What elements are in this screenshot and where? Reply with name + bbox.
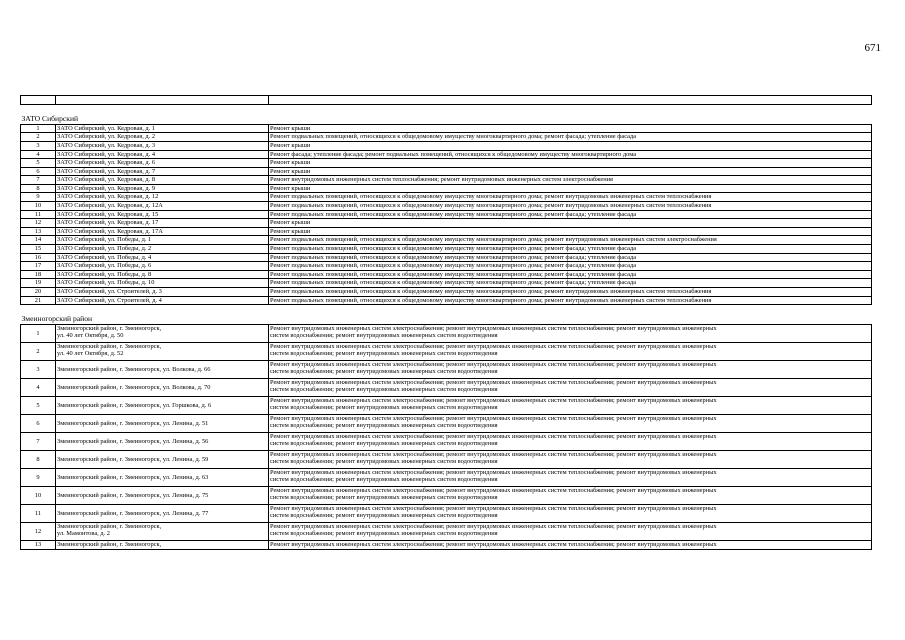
row-work: Ремонт крыши (269, 167, 872, 176)
row-address: Змеиногорский район, г. Змеиногорск, ул. Ленина, д. 63 (56, 468, 269, 486)
row-work: Ремонт подвальных помещений, относящихся к общедомовому имуществу многоквартирного дома; ремонт внутридомовых инженерных систем теплоснабжения (269, 202, 872, 211)
row-work (269, 450, 872, 468)
row-number: 10 (21, 486, 56, 504)
row-address: Змеиногорский район, г. Змеиногорск, ул. Горшкова, д. 6 (56, 396, 269, 414)
row-address-line1: Змеиногорский район, г. Змеиногорск, (57, 324, 162, 332)
header-cell-address (56, 96, 269, 105)
table-row (21, 236, 872, 245)
repair-table (20, 95, 872, 550)
row-number: 3 (21, 141, 56, 150)
row-number: 11 (21, 504, 56, 522)
table-row (21, 202, 872, 211)
row-number: 12 (21, 522, 56, 540)
row-address-line2: ул. 40 лет Октября, д. 50 (57, 332, 124, 340)
row-address: ЗАТО Сибирский, ул. Победы, д. 8 (56, 270, 269, 279)
table-row (21, 296, 872, 305)
row-work-line1: Ремонт внутридомовых инженерных систем электроснабжения; ремонт внутридомовых инженерных систем теплоснабжения; ремонт внутридомовых инженерных (270, 468, 717, 476)
row-work (269, 324, 872, 342)
row-number: 13 (21, 227, 56, 236)
row-work-line1: Ремонт внутридомовых инженерных систем электроснабжения; ремонт внутридомовых инженерных систем теплоснабжения; ремонт внутридомовых инженерных (270, 522, 717, 530)
row-work: Ремонт подвальных помещений, относящихся к общедомовому имуществу многоквартирного дома; ремонт фасада; утепление фасада (269, 133, 872, 142)
row-work: Ремонт фасада; утепление фасада; ремонт подвальных помещений, относящихся к общедомовому имуществу многоквартирного дома (269, 150, 872, 159)
row-number: 15 (21, 245, 56, 254)
row-number: 21 (21, 296, 56, 305)
row-number: 3 (21, 360, 56, 378)
row-number: 18 (21, 270, 56, 279)
row-work: Ремонт подвальных помещений, относящихся к общедомовому имуществу многоквартирного дома; ремонт фасада; утепление фасада (269, 245, 872, 254)
row-work-line1: Ремонт внутридомовых инженерных систем электроснабжения; ремонт внутридомовых инженерных систем теплоснабжения; ремонт внутридомовых инженерных (270, 486, 717, 494)
row-number: 7 (21, 176, 56, 185)
row-work: Ремонт подвальных помещений, относящихся к общедомовому имуществу многоквартирного дома; ремонт внутридомовых инженерных систем теплоснабжения (269, 288, 872, 297)
row-address: ЗАТО Сибирский, ул. Победы, д. 2 (56, 245, 269, 254)
row-number: 11 (21, 210, 56, 219)
table-row (21, 253, 872, 262)
table-row (21, 450, 872, 468)
row-address: Змеиногорский район, г. Змеиногорск, ул. Волкова, д. 66 (56, 360, 269, 378)
row-work-line2: систем водоснабжения; ремонт внутридомовых инженерных систем водоотведения (270, 368, 498, 376)
row-address: Змеиногорский район, г. Змеиногорск, ул. Ленина, д. 56 (56, 432, 269, 450)
row-address: ЗАТО Сибирский, ул. Кедровая, д. 8 (56, 176, 269, 185)
row-address: ЗАТО Сибирский, ул. Кедровая, д. 17А (56, 227, 269, 236)
table-row (21, 279, 872, 288)
row-number: 5 (21, 396, 56, 414)
table-row (21, 486, 872, 504)
row-work-line1: Ремонт внутридомовых инженерных систем электроснабжения; ремонт внутридомовых инженерных систем теплоснабжения; ремонт внутридомовых инженерных (270, 450, 717, 458)
row-work: Ремонт подвальных помещений, относящихся к общедомовому имуществу многоквартирного дома; ремонт внутридомовых инженерных систем теплоснабжения (269, 296, 872, 305)
row-work-line1: Ремонт внутридомовых инженерных систем электроснабжения; ремонт внутридомовых инженерных систем теплоснабжения; ремонт внутридомовых инженерных (270, 342, 717, 350)
table-row (21, 124, 872, 133)
row-work (269, 486, 872, 504)
row-address: Змеиногорский район, г. Змеиногорск, (56, 540, 269, 549)
row-work: Ремонт подвальных помещений, относящихся к общедомовому имуществу многоквартирного дома; ремонт внутридомовых инженерных систем теплоснабжения (269, 193, 872, 202)
row-address-line1: Змеиногорский район, г. Змеиногорск, (57, 522, 162, 530)
row-address: ЗАТО Сибирский, ул. Кедровая, д. 2 (56, 133, 269, 142)
table-row (21, 133, 872, 142)
row-number: 20 (21, 288, 56, 297)
table-row (21, 262, 872, 271)
section-header (21, 105, 872, 125)
row-work-line1: Ремонт внутридомовых инженерных систем электроснабжения; ремонт внутридомовых инженерных систем теплоснабжения; ремонт внутридомовых инженерных (270, 360, 717, 368)
row-address: Змеиногорский район, г. Змеиногорск, ул. Ленина, д. 51 (56, 414, 269, 432)
row-number: 5 (21, 159, 56, 168)
row-work: Ремонт подвальных помещений, относящихся к общедомовому имуществу многоквартирного дома; ремонт фасада; утепление фасада (269, 210, 872, 219)
row-work: Ремонт подвальных помещений, относящихся к общедомовому имуществу многоквартирного дома; ремонт внутридомовых инженерных систем электроснабжения (269, 236, 872, 245)
table-row (21, 167, 872, 176)
row-work: Ремонт крыши (269, 141, 872, 150)
row-address: ЗАТО Сибирский, ул. Строителей, д. 4 (56, 296, 269, 305)
row-address: ЗАТО Сибирский, ул. Победы, д. 6 (56, 262, 269, 271)
row-work-line2: систем водоснабжения; ремонт внутридомовых инженерных систем водоотведения (270, 404, 498, 412)
row-address: ЗАТО Сибирский, ул. Кедровая, д. 4 (56, 150, 269, 159)
row-number: 1 (21, 124, 56, 133)
row-work: Ремонт подвальных помещений, относящихся к общедомовому имуществу многоквартирного дома; ремонт фасада; утепление фасада (269, 279, 872, 288)
row-number: 2 (21, 342, 56, 360)
section-header (21, 305, 872, 325)
row-address: ЗАТО Сибирский, ул. Победы, д. 1 (56, 236, 269, 245)
row-work: Ремонт внутридомовых инженерных систем теплоснабжения; ремонт внутридомовых инженерных систем электроснабжения (269, 176, 872, 185)
row-work-line2: систем водоснабжения; ремонт внутридомовых инженерных систем водоотведения (270, 494, 498, 502)
row-work-line2: систем водоснабжения; ремонт внутридомовых инженерных систем водоотведения (270, 476, 498, 484)
table-row (21, 176, 872, 185)
table-row (21, 360, 872, 378)
row-address: ЗАТО Сибирский, ул. Победы, д. 4 (56, 253, 269, 262)
row-address: ЗАТО Сибирский, ул. Строителей, д. 3 (56, 288, 269, 297)
row-number: 2 (21, 133, 56, 142)
row-address (56, 522, 269, 540)
row-work: Ремонт подвальных помещений, относящихся к общедомовому имуществу многоквартирного дома; ремонт фасада; утепление фасада (269, 270, 872, 279)
row-work-line1: Ремонт внутридомовых инженерных систем электроснабжения; ремонт внутридомовых инженерных систем теплоснабжения; ремонт внутридомовых инженерных (270, 396, 717, 404)
row-address-line2: ул. 40 лет Октября, д. 52 (57, 350, 124, 358)
row-address (56, 342, 269, 360)
row-number: 4 (21, 150, 56, 159)
table-row (21, 288, 872, 297)
row-work: Ремонт крыши (269, 124, 872, 133)
row-address: Змеиногорский район, г. Змеиногорск, ул. Ленина, д. 59 (56, 450, 269, 468)
table-row (21, 150, 872, 159)
row-work-line1: Ремонт внутридомовых инженерных систем электроснабжения; ремонт внутридомовых инженерных систем теплоснабжения; ремонт внутридомовых инженерных (270, 504, 717, 512)
row-number: 19 (21, 279, 56, 288)
row-work (269, 414, 872, 432)
table-row (21, 414, 872, 432)
table-row (21, 396, 872, 414)
table-row (21, 504, 872, 522)
row-work-line1: Ремонт внутридомовых инженерных систем электроснабжения; ремонт внутридомовых инженерных систем теплоснабжения; ремонт внутридомовых инженерных (270, 324, 717, 332)
row-work: Ремонт крыши (269, 159, 872, 168)
row-work: Ремонт внутридомовых инженерных систем электроснабжения; ремонт внутридомовых инженерных систем теплоснабжения; ремонт внутридомовых инженерных (269, 540, 872, 549)
table-row (21, 342, 872, 360)
row-work (269, 522, 872, 540)
row-work (269, 504, 872, 522)
header-cell-work (269, 96, 872, 105)
row-work-line2: систем водоснабжения; ремонт внутридомовых инженерных систем водоотведения (270, 440, 498, 448)
row-address: ЗАТО Сибирский, ул. Кедровая, д. 6 (56, 159, 269, 168)
section-title: Змеиногорский район (21, 305, 872, 325)
row-address: ЗАТО Сибирский, ул. Победы, д. 10 (56, 279, 269, 288)
row-work (269, 468, 872, 486)
table-row (21, 432, 872, 450)
row-number: 9 (21, 468, 56, 486)
row-work: Ремонт крыши (269, 184, 872, 193)
row-address-line2: ул. Мамонтова, д. 2 (57, 530, 110, 538)
row-number: 12 (21, 219, 56, 228)
row-number: 6 (21, 414, 56, 432)
row-work (269, 396, 872, 414)
table-row (21, 159, 872, 168)
row-address: Змеиногорский район, г. Змеиногорск, ул. Ленина, д. 75 (56, 486, 269, 504)
page-number: 671 (864, 42, 881, 54)
table-row (21, 378, 872, 396)
row-work-line2: систем водоснабжения; ремонт внутридомовых инженерных систем водоотведения (270, 512, 498, 520)
row-work-line1: Ремонт внутридомовых инженерных систем электроснабжения; ремонт внутридомовых инженерных систем теплоснабжения; ремонт внутридомовых инженерных (270, 432, 717, 440)
row-work-line2: систем водоснабжения; ремонт внутридомовых инженерных систем водоотведения (270, 530, 498, 538)
table-row (21, 193, 872, 202)
row-address: ЗАТО Сибирский, ул. Кедровая, д. 3 (56, 141, 269, 150)
row-number: 9 (21, 193, 56, 202)
row-number: 7 (21, 432, 56, 450)
row-work-line2: систем водоснабжения; ремонт внутридомовых инженерных систем водоотведения (270, 386, 498, 394)
row-address: ЗАТО Сибирский, ул. Кедровая, д. 7 (56, 167, 269, 176)
row-work (269, 378, 872, 396)
row-address: Змеиногорский район, г. Змеиногорск, ул. Ленина, д. 77 (56, 504, 269, 522)
table-row (21, 184, 872, 193)
row-number: 4 (21, 378, 56, 396)
row-number: 6 (21, 167, 56, 176)
table-row (21, 324, 872, 342)
table-row (21, 141, 872, 150)
row-work-line2: систем водоснабжения; ремонт внутридомовых инженерных систем водоотведения (270, 422, 498, 430)
row-address: ЗАТО Сибирский, ул. Кедровая, д. 15 (56, 210, 269, 219)
row-number: 10 (21, 202, 56, 211)
row-address: Змеиногорский район, г. Змеиногорск, ул. Волкова, д. 70 (56, 378, 269, 396)
table-row (21, 227, 872, 236)
row-work: Ремонт подвальных помещений, относящихся к общедомовому имуществу многоквартирного дома; ремонт фасада; утепление фасада (269, 262, 872, 271)
row-address-line1: Змеиногорский район, г. Змеиногорск, (57, 342, 162, 350)
row-number: 8 (21, 450, 56, 468)
table-row (21, 245, 872, 254)
table-row (21, 210, 872, 219)
repair-table-body (21, 96, 872, 550)
row-work (269, 432, 872, 450)
header-cell-number (21, 96, 56, 105)
row-work: Ремонт крыши (269, 227, 872, 236)
row-address: ЗАТО Сибирский, ул. Кедровая, д. 12 (56, 193, 269, 202)
row-work (269, 342, 872, 360)
row-work: Ремонт крыши (269, 219, 872, 228)
row-number: 14 (21, 236, 56, 245)
table-row (21, 522, 872, 540)
row-number: 1 (21, 324, 56, 342)
row-number: 13 (21, 540, 56, 549)
row-address: ЗАТО Сибирский, ул. Кедровая, д. 1 (56, 124, 269, 133)
row-work-line2: систем водоснабжения; ремонт внутридомовых инженерных систем водоотведения (270, 332, 498, 340)
row-work: Ремонт подвальных помещений, относящихся к общедомовому имуществу многоквартирного дома; ремонт фасада; утепление фасада (269, 253, 872, 262)
row-work (269, 360, 872, 378)
table-row (21, 540, 872, 549)
table-row (21, 219, 872, 228)
row-work-line1: Ремонт внутридомовых инженерных систем электроснабжения; ремонт внутридомовых инженерных систем теплоснабжения; ремонт внутридомовых инженерных (270, 414, 717, 422)
row-work-line1: Ремонт внутридомовых инженерных систем электроснабжения; ремонт внутридомовых инженерных систем теплоснабжения; ремонт внутридомовых инженерных (270, 378, 717, 386)
row-work-line2: систем водоснабжения; ремонт внутридомовых инженерных систем водоотведения (270, 350, 498, 358)
row-number: 16 (21, 253, 56, 262)
table-header-row (21, 96, 872, 105)
row-address (56, 324, 269, 342)
row-address: ЗАТО Сибирский, ул. Кедровая, д. 17 (56, 219, 269, 228)
row-number: 8 (21, 184, 56, 193)
section-title: ЗАТО Сибирский (21, 105, 872, 125)
row-address: ЗАТО Сибирский, ул. Кедровая, д. 9 (56, 184, 269, 193)
row-address: ЗАТО Сибирский, ул. Кедровая, д. 12А (56, 202, 269, 211)
row-number: 17 (21, 262, 56, 271)
row-work-line2: систем водоснабжения; ремонт внутридомовых инженерных систем водоотведения (270, 458, 498, 466)
table-row (21, 270, 872, 279)
table-row (21, 468, 872, 486)
